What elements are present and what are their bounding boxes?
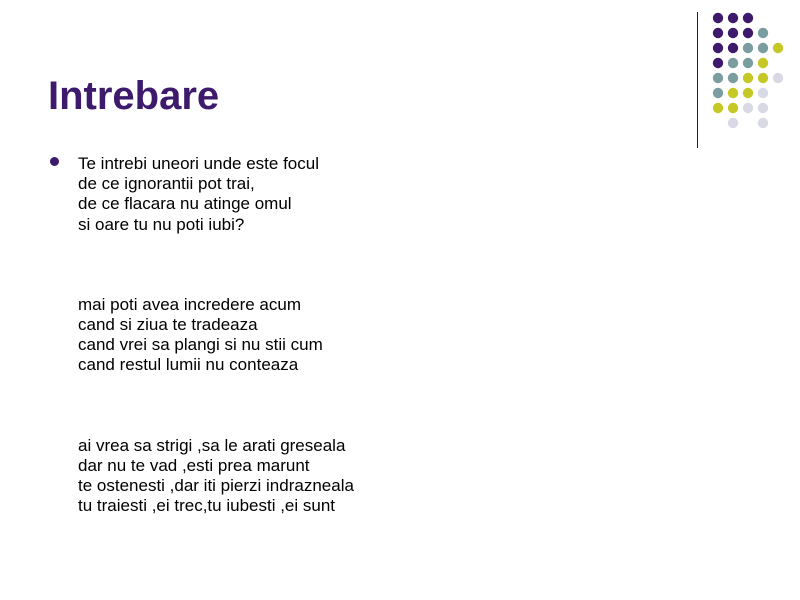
poem-line: te ostenesti ,dar iti pierzi indrazneala (78, 476, 354, 496)
poem-line: si oare tu nu poti iubi? (78, 214, 245, 234)
decorative-dot (773, 73, 783, 83)
decorative-dot (758, 73, 768, 83)
decorative-dot (743, 58, 753, 68)
decorative-dot (713, 28, 723, 38)
poem-line: de ce flacara nu atinge omul (78, 194, 292, 214)
decorative-dot (713, 13, 723, 23)
decorative-dot-grid (708, 10, 798, 130)
decorative-dot (743, 88, 753, 98)
decorative-dot (728, 43, 738, 53)
decorative-dot (758, 28, 768, 38)
poem-line: cand si ziua te tradeaza (78, 315, 258, 335)
decorative-dot (728, 103, 738, 113)
decorative-dot (743, 73, 753, 83)
decorative-dot (713, 103, 723, 113)
decorative-dot (713, 43, 723, 53)
poem-line: de ce ignorantii pot trai, (78, 174, 255, 194)
poem-line: Te intrebi uneori unde este focul (78, 154, 319, 173)
decorative-dot (743, 103, 753, 113)
decorative-dot (713, 73, 723, 83)
decorative-dot (758, 88, 768, 98)
decorative-dot (743, 13, 753, 23)
decorative-dot (758, 43, 768, 53)
decorative-dot (773, 43, 783, 53)
decorative-dot (728, 73, 738, 83)
decorative-dot (728, 28, 738, 38)
poem-line: tu traiesti ,ei trec,tu iubesti ,ei sunt (78, 496, 336, 516)
decorative-dot (758, 103, 768, 113)
decorative-dot (758, 118, 768, 128)
decorative-dot (743, 43, 753, 53)
decorative-dot (728, 118, 738, 128)
stanza (78, 154, 354, 235)
stanza (78, 295, 354, 376)
decorative-dot (728, 13, 738, 23)
decorative-dot (743, 28, 753, 38)
slide-title: Intrebare (48, 74, 220, 118)
poem-line: cand restul lumii nu conteaza (78, 355, 299, 375)
poem-body (78, 154, 354, 516)
poem-line: ai vrea sa strigi ,sa le arati greseala (78, 435, 346, 455)
bullet-icon (50, 157, 59, 166)
decorative-dot (713, 88, 723, 98)
stanza (78, 436, 354, 517)
poem-line: cand vrei sa plangi si nu stii cum (78, 335, 323, 355)
decorative-dot (728, 88, 738, 98)
poem-line: mai poti avea incredere acum (78, 294, 302, 314)
decorative-dot (713, 58, 723, 68)
decorative-dot (728, 58, 738, 68)
divider-line (697, 12, 698, 148)
decorative-dot (758, 58, 768, 68)
poem-line: dar nu te vad ,esti prea marunt (78, 455, 310, 475)
